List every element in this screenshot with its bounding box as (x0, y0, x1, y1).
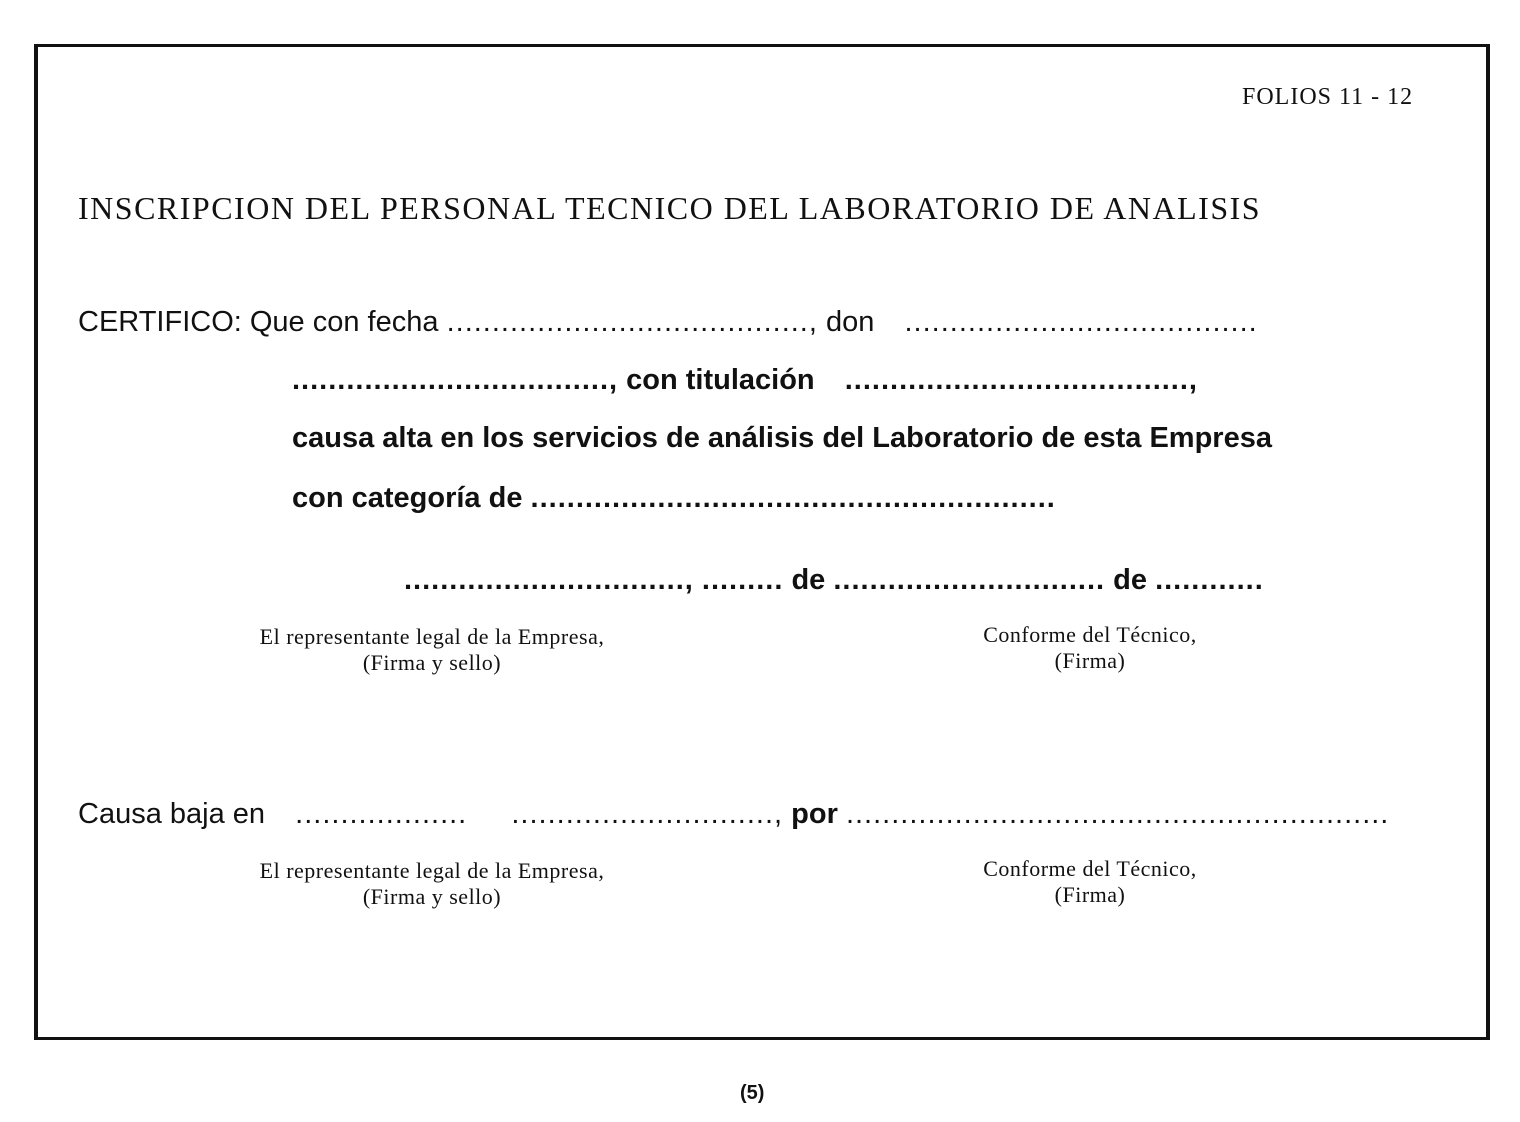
firma-tecnico-note: (Firma) (1054, 648, 1126, 673)
con-titulacion-text: con titulación (626, 364, 815, 396)
con-categoria-text: con categoría de (292, 482, 523, 514)
folios-label: FOLIOS 11 - 12 (1242, 84, 1414, 110)
mes-blank[interactable]: .............................. (833, 564, 1106, 596)
titulacion-blank[interactable]: ......................................, (844, 364, 1198, 396)
de-text-1: de (791, 564, 826, 596)
dia-blank[interactable]: ......... (701, 564, 784, 596)
anio-blank[interactable]: ............ (1155, 564, 1264, 596)
de-text-2: de (1113, 564, 1147, 596)
firma-tecnico-label: Conforme del Técnico, (983, 622, 1197, 647)
certifico-label: CERTIFICO: (78, 306, 242, 338)
causa-baja-line (78, 798, 1389, 831)
causa-alta-line: causa alta en los servicios de análisis del Laboratorio de esta Empresa (292, 422, 1272, 454)
firma-empresa-label: El representante legal de la Empresa, (259, 858, 605, 883)
firma-empresa-baja[interactable] (162, 858, 702, 910)
baja-blank-2[interactable]: ............................., (511, 798, 784, 830)
firma-empresa-alta[interactable] (162, 624, 702, 676)
que-con-fecha-text: Que con fecha (249, 306, 439, 338)
page-number: (5) (740, 1082, 765, 1104)
firma-tecnico-baja[interactable] (900, 856, 1280, 908)
por-text: por (791, 798, 838, 830)
causa-baja-text: Causa baja en (78, 798, 266, 830)
baja-blank-1[interactable]: ................... (295, 798, 468, 830)
categoria-line (292, 482, 1056, 515)
fecha-blank[interactable]: ........................................, (446, 306, 818, 338)
firma-empresa-label: El representante legal de la Empresa, (259, 624, 605, 649)
certifico-line (78, 306, 1258, 339)
firma-empresa-note: (Firma y sello) (362, 884, 502, 909)
lugar-blank[interactable]: ..............................., (404, 564, 694, 596)
nombre-blank[interactable]: ..................................., (292, 364, 619, 396)
categoria-blank[interactable]: .......................................................... (530, 482, 1056, 514)
firma-empresa-note: (Firma y sello) (362, 650, 502, 675)
firma-tecnico-note: (Firma) (1054, 882, 1126, 907)
don-blank[interactable]: ....................................... (904, 306, 1258, 338)
don-text: don (825, 306, 875, 338)
firma-tecnico-alta[interactable] (900, 622, 1280, 674)
firma-tecnico-label: Conforme del Técnico, (983, 856, 1197, 881)
titulacion-line (292, 364, 1198, 397)
form-title: INSCRIPCION DEL PERSONAL TECNICO DEL LABORATORIO DE ANALISIS (78, 190, 1262, 226)
fecha-lugar-line (404, 564, 1264, 597)
por-blank[interactable]: ............................................................ (845, 798, 1390, 830)
